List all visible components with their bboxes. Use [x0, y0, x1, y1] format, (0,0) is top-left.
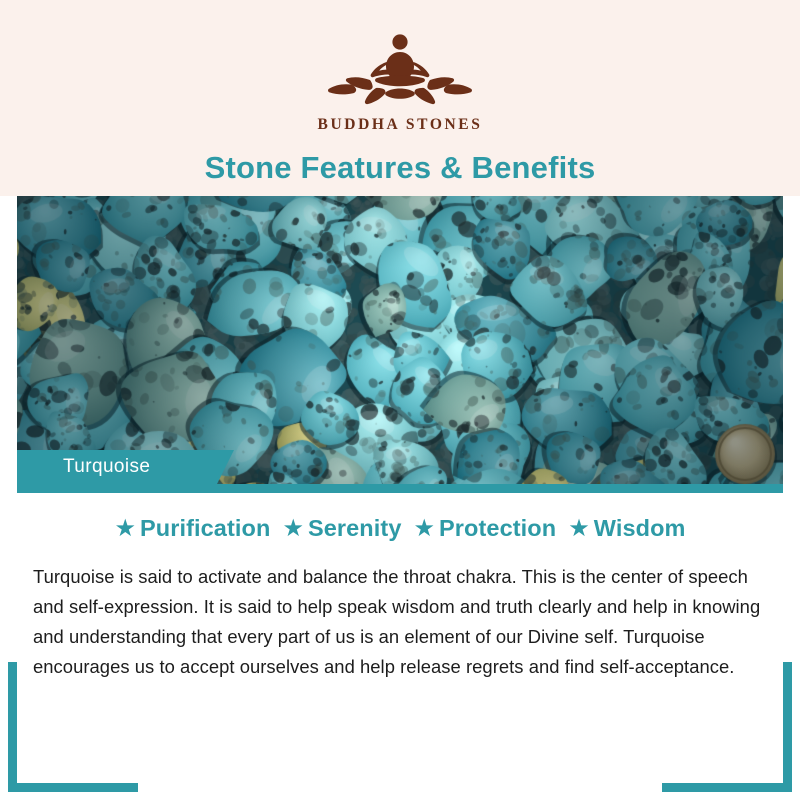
benefit-item-purification [114, 515, 270, 542]
page-title-text: Stone Features & Benefits [204, 150, 596, 185]
star-icon: ★ [568, 514, 590, 542]
benefit-item-serenity [282, 515, 401, 542]
benefit-label: Wisdom [593, 515, 686, 541]
stone-name-badge [17, 450, 217, 484]
brand-name: BUDDHA STONES [317, 116, 483, 133]
brand-logo [0, 18, 800, 134]
star-icon: ★ [282, 514, 304, 542]
stone-photo-canvas [17, 196, 783, 484]
benefits-row [17, 515, 783, 542]
turquoise-stones-photo [17, 196, 783, 484]
benefit-label: Serenity [307, 515, 402, 541]
benefit-label: Purification [139, 515, 271, 541]
stone-name-text: Turquoise [63, 456, 151, 477]
header-banner [0, 0, 800, 196]
divider-bar [17, 484, 783, 493]
benefit-item-protection [414, 515, 557, 542]
lotus-meditation-figure-icon [315, 18, 485, 110]
benefit-item-wisdom [568, 515, 685, 542]
star-icon: ★ [413, 514, 436, 542]
stone-description: Turquoise is said to activate and balance the throat chakra. This is the center of speech and self-expression. It is said to help speak wisdom and truth clearly and help in knowing and understanding that every part of us is an element of our Divine self. Turquoise encourages us to accept ourselves and help release regrets and find self-acceptance. [33, 566, 761, 677]
page-title [0, 140, 800, 196]
benefit-label: Protection [439, 515, 557, 541]
star-icon: ★ [114, 514, 136, 542]
